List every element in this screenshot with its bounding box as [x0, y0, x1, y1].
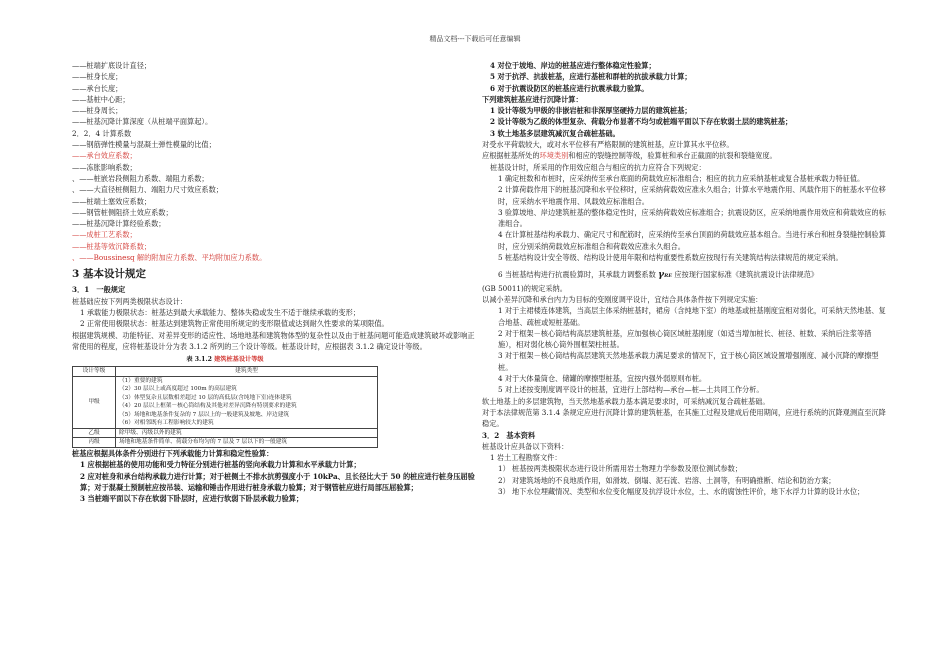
list-item: 6 对于抗震设防区的桩基应进行抗震承载力验算。: [490, 83, 649, 93]
limit-state-1: 1 承载能力极限状态：桩基达到最大承载能力、整体失稳或发生不适于继续承载的变形；: [80, 307, 360, 317]
list-item: 1 确定桩数和布桩时，应采纳传至承台底面的荷载效应标准组合；相应的抗力应采纳基桩或复合基桩承载力特征值。: [498, 173, 865, 183]
list-item: 3 当桩端平面以下存在软弱下卧层时，应进行软弱下卧层承载力验算；: [80, 494, 304, 504]
seismic-item: [482, 269, 888, 282]
soft-soil-note: 软土地基上的多层建筑物，当天然地基承载力基本满足要求时，可采纳减沉复合疏桩基础。: [482, 396, 770, 406]
table-caption-number: 表 3.1.2: [186, 356, 215, 364]
list-item: 2） 对建筑场地的不良地质作用，如滑坡、倒塌、泥石流、岩溶、土洞等，有明确推断、结论和防治方案；: [498, 475, 836, 485]
list-item: 2 设计等级为乙级的体型复杂、荷载分布显著不均匀或桩端平面以下存在软弱土层的建筑桩基；: [490, 117, 793, 127]
list-item: 1 设计等级为甲级的非嵌岩桩和非深厚坚硬持力层的建筑桩基；: [490, 106, 692, 116]
page-header: 精品文档---下载后可任意编辑: [429, 35, 521, 43]
col-header-level: 设计等级: [73, 367, 116, 377]
list-item: 3 对于框架－核心筒结构高层建筑天然地基承载力满足要求的情况下，宜于核心筒区域设置增强刚度、减小沉降的摩擦型桩。: [498, 351, 879, 372]
design-level-table: [72, 366, 378, 448]
list-item: （6）对相邻既有工程影响较大的建筑: [119, 420, 214, 427]
symbol-definition: ——冻胀影响系数；: [72, 162, 137, 172]
check-list-continued: [482, 60, 888, 139]
subsection-2-2-4-title: 2．2．4 计算系数: [72, 128, 132, 138]
symbol-definition: ——桩基等效沉降系数；: [72, 241, 152, 251]
list-item: 1 对于主裙楼连体建筑，当高层主体采纳桩基时，裙房（含纯地下室）的地基或桩基刚度宜相对弱化，可采纳天然地基、复合地基、疏桩或短桩基础。: [498, 306, 886, 327]
survey-document: 1 岩土工程勘察文件：: [490, 453, 562, 463]
list-item: （1）重要的建筑: [119, 377, 163, 384]
section-3-1-title: 3．1 一般规定: [72, 285, 126, 295]
list-item: 3） 地下水位埋藏情况、类型和水位变化幅度及抗浮设计水位，土、水的腐蚀性评价，地下水浮力计算的设计水位；: [498, 486, 865, 496]
symbol-definitions: [72, 60, 480, 263]
list-item: 1） 桩基按两类极限状态进行设计所需用岩土物理力学参数及原位测试参数；: [498, 464, 743, 474]
list-item: 2 计算荷载作用下的桩基沉降和水平位移时，应采纳荷载效应准永久组合；计算水平地震作用、风载作用下的桩基水平位移时，应采纳水平地震作用、风载效应标准组合。: [498, 185, 886, 206]
table-header-row: [73, 367, 378, 377]
settlement-observation-note: 对于本法律规范第 3.1.4 条规定应进行沉降计算的建筑桩基，在其施工过程及建成后使用期间，应进行系统的沉降观测直至沉降稳定。: [482, 407, 886, 429]
list-item: 5 桩基结构设计安全等级、结构设计使用年限和结构重要性系数应按现行有关建筑结构法律规范的规定采纳。: [498, 253, 843, 263]
table-row-bing: [73, 438, 378, 448]
table-caption: [72, 354, 378, 365]
symbol-definition: 、——桩嵌岩段侧阻力系数、端阻力系数；: [72, 173, 209, 183]
stiffness-design-list: [482, 305, 888, 395]
symbol-definition: ——桩端扩底设计直径；: [72, 61, 152, 70]
list-item: （2）30 层以上或高度超过 100m 的高层建筑: [119, 386, 237, 393]
stiffness-design-intro: 以减小差异沉降和承台内力为目标的变刚度调平设计，宜结合具体条件按下列规定实施：: [482, 294, 763, 304]
list-item: 桩基应根据具体条件分别进行下列承载能力计算和稳定性验算：: [72, 448, 274, 458]
symbol-definition: ——钢筋弹性模量与混凝土弹性模量的比值；: [72, 140, 216, 150]
crack-control-note: [482, 150, 888, 161]
table-row-yi: [73, 428, 378, 438]
list-item: （5）场地和地基条件复杂的 7 层以上的一般建筑及坡地、岸边建筑: [119, 411, 290, 418]
level-yi: 乙级: [73, 428, 116, 438]
table-row-jia: [73, 376, 378, 428]
section-3-2-title: 3．2 基本资料: [482, 430, 536, 440]
gamma-subscript: RE: [664, 273, 673, 280]
symbol-definition: ——桩端土塞效应系数；: [72, 196, 152, 206]
symbol-definition: ——承台长度；: [72, 83, 123, 93]
crack-control-post: 和相应的裂缝控制等级，验算桩和承台正截面的抗裂和裂缝宽度。: [568, 151, 777, 161]
design-level-paragraph: 根据建筑规模、功能特征、对差异变形的适应性、场地地基和建筑物体型的复杂性以及由于桩基问题可能造成建筑破坏或影响正常使用的程度，应将桩基设计分为表 3.1.2 所列的三个设计等级。桩基设计时，应根据表 3.1.2 确定设计等级。: [72, 330, 475, 351]
symbol-definition: ——基桩中心距；: [72, 94, 130, 104]
section-3-title: 3 基本设计规定: [72, 268, 146, 281]
list-item: 5 对于抗浮、抗拔桩基，应进行基桩和群桩的抗拔承载力计算；: [490, 72, 692, 82]
load-combination-intro: 桩基设计时，所采用的作用效应组合与相应的抗力应符合下列规定：: [490, 162, 706, 172]
symbol-definition: ——成桩工艺系数；: [72, 230, 137, 240]
symbol-definition: ——桩基沉降计算深度（从桩端平面算起）。: [72, 117, 213, 127]
symbol-definition: 、——大直径桩侧阻力、端阻力尺寸效应系数；: [72, 185, 223, 195]
seismic-item-pre: 6 当桩基结构进行抗震验算时，其承载力调整系数: [498, 270, 656, 280]
right-column: [482, 60, 888, 497]
symbol-definition: ——桩身周长；: [72, 106, 123, 116]
capacity-check-list: [72, 448, 480, 504]
basic-data-intro: 桩基设计应具备以下资料：: [482, 441, 569, 451]
list-item: 5 对上述按变刚度调平设计的桩基，宜进行上部结构—承台—桩—土共同工作分析。: [498, 385, 764, 395]
yi-types: 除甲级、丙级以外的建筑: [116, 428, 378, 438]
gamma-symbol: γ: [658, 270, 665, 281]
list-item: 2 应对桩身和承台结构承载力进行计算；对于桩侧土不排水抗剪强度小于 10kPa、且长径比大于 50 的桩应进行桩身压屈验算；对于混凝土预制桩应按吊装、运输和锤击作用进行桩身承载力验算；对于钢管桩应进行局部压屈验算；: [80, 471, 475, 492]
list-item: 4 对于大体量筒仓、储罐的摩擦型桩基，宜按内强外弱原则布桩。: [498, 374, 707, 384]
bing-types: 场地和地基条件简单、荷载分布均匀的 7 层及 7 层以下的一般建筑: [116, 438, 378, 448]
seismic-item-line2: (GB 50011)的规定采纳。: [482, 283, 567, 293]
list-item: 3 软土地基多层建筑减沉复合疏桩基础。: [490, 128, 620, 138]
load-combination-list: [482, 173, 888, 263]
jia-types: [116, 376, 378, 428]
limit-state-intro: 桩基础应按下列两类极限状态设计：: [72, 296, 188, 306]
list-item: 4 对位于坡地、岸边的桩基应进行整体稳定性验算；: [490, 61, 656, 70]
level-jia: 甲级: [73, 376, 116, 428]
list-item: 2 对于框架－核心筒结构高层建筑桩基，应加强核心筒区域桩基刚度（如适当增加桩长、桩径、桩数、采纳后注浆等措施），相对弱化核心筒外围框架柱桩基。: [498, 328, 872, 350]
table-caption-title: 建筑桩基设计等级: [214, 356, 264, 364]
list-item: 3 验算坡地、岸边建筑桩基的整体稳定性时，应采纳荷载效应标准组合；抗震设防区，应采纳地震作用效应和荷载效应的标准组合。: [498, 207, 886, 229]
crack-control-pre: 应根据桩基所处的: [482, 151, 540, 161]
symbol-definition: ——桩身长度；: [72, 72, 123, 82]
symbol-definition: ——桩基沉降计算经验系数；: [72, 219, 166, 229]
left-column: [72, 60, 480, 504]
level-bing: 丙级: [73, 438, 116, 448]
symbol-definition: ——钢管桩侧阻挤土效应系数；: [72, 207, 173, 217]
environment-category-term: 环境类别: [539, 151, 569, 161]
list-item: 下列建筑桩基应进行沉降计算：: [482, 94, 583, 104]
survey-requirements-list: [482, 463, 888, 497]
list-item: （4）20 层以上框架－核心筒结构及其他对差异沉降有特别要求的建筑: [119, 403, 297, 410]
col-header-type: 建筑类型: [116, 367, 378, 377]
symbol-definition: 、——Boussinesq 解的附加应力系数、平均附加应力系数。: [72, 253, 267, 263]
seismic-item-post: 应按现行国家标准《建筑抗震设计法律规范》: [674, 270, 819, 280]
list-item: （3）体型复杂且层数相差超过 10 层的高低层(含纯地下室)连体建筑: [119, 394, 292, 401]
limit-state-2: 2 正常使用极限状态：桩基达到建筑物正常使用所规定的变形限值或达到耐久性要求的某项限值。: [80, 319, 389, 329]
symbol-definition: ——承台效应系数；: [72, 151, 137, 161]
horizontal-displacement-note: 对受水平荷载较大，或对水平位移有严格限制的建筑桩基，应计算其水平位移。: [482, 140, 734, 150]
list-item: 4 在计算桩基结构承载力、确定尺寸和配筋时，应采纳传至承台顶面的荷载效应基本组合。当进行承台和桩身裂缝控制验算时，应分别采纳荷载效应标准组合和荷载效应准永久组合。: [498, 230, 886, 251]
list-item: 1 应根据桩基的使用功能和受力特征分别进行桩基的竖向承载力计算和水平承载力计算；: [80, 460, 361, 470]
